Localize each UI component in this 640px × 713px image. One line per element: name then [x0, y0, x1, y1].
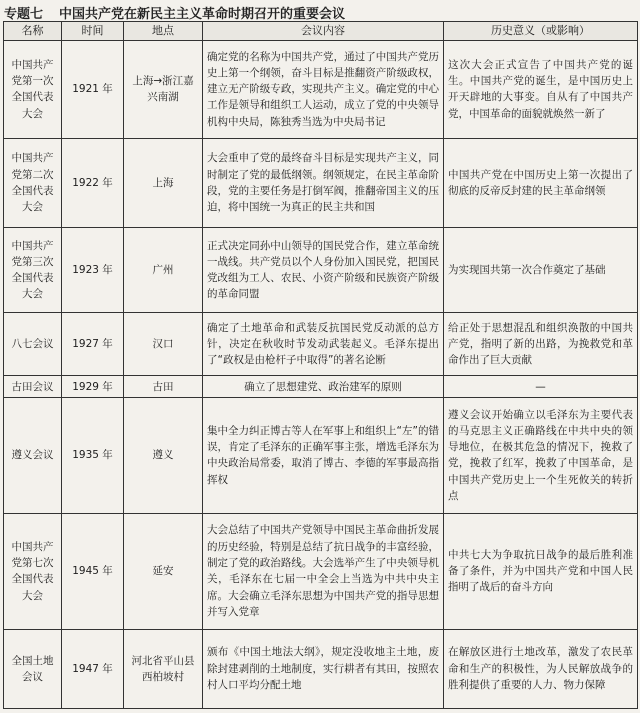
- column-header-time: 时间: [62, 22, 124, 41]
- column-header-meaning: 历史意义（或影响）: [444, 22, 638, 41]
- meeting-place: 上海→浙江嘉兴南湖: [124, 41, 203, 139]
- meeting-time: 1922 年: [62, 138, 124, 227]
- meetings-table: [3, 21, 638, 709]
- meeting-meaning: —: [444, 376, 638, 398]
- meeting-time: 1935 年: [62, 397, 124, 513]
- meeting-time: 1945 年: [62, 513, 124, 629]
- meeting-time: 1947 年: [62, 629, 124, 708]
- column-header-name: 名称: [4, 22, 62, 41]
- meeting-time: 1921 年: [62, 41, 124, 139]
- table-row: [4, 397, 638, 513]
- meeting-place: 遵义: [124, 397, 203, 513]
- meeting-meaning: 中共七大为争取抗日战争的最后胜利准备了条件，并为中国共产党和中国人民指明了战后的奋斗方向: [444, 513, 638, 629]
- meeting-name: 遵义会议: [4, 397, 62, 513]
- meeting-name: 古田会议: [4, 376, 62, 398]
- meeting-time: 1923 年: [62, 227, 124, 312]
- meeting-meaning: 遵义会议开始确立以毛泽东为主要代表的马克思主义正确路线在中共中央的领导地位，在极其危急的情况下，挽救了党，挽救了红军，挽救了中国革命，是中国共产党历史上一个生死攸关的转折点: [444, 397, 638, 513]
- meeting-content: 大会重申了党的最终奋斗目标是实现共产主义，同时制定了党的最低纲领。纲领规定，在民主革命阶段，党的主要任务是打倒军阀，推翻帝国主义的压迫，将中国统一为真正的民主共和国: [203, 138, 444, 227]
- meeting-meaning: 中国共产党在中国历史上第一次提出了彻底的反帝反封建的民主革命纲领: [444, 138, 638, 227]
- meeting-content: 确定了土地革命和武装反抗国民党反动派的总方针，决定在秋收时节发动武装起义。毛泽东提出了“政权是由枪杆子中取得”的著名论断: [203, 313, 444, 376]
- meeting-place: 延安: [124, 513, 203, 629]
- meeting-content: 集中全力纠正博古等人在军事上和组织上“左”的错误，肯定了毛泽东的正确军事主张，增选毛泽东为中央政治局常委，取消了博古、李德的军事最高指挥权: [203, 397, 444, 513]
- meeting-content: 颁布《中国土地法大纲》，规定没收地主土地，废除封建剥削的土地制度，实行耕者有其田，按照农村人口平均分配土地: [203, 629, 444, 708]
- table-row: [4, 513, 638, 629]
- meeting-name: 中国共产党第一次全国代表大会: [4, 41, 62, 139]
- section-header: [4, 2, 345, 22]
- meeting-meaning: 给正处于思想混乱和组织涣散的中国共产党，指明了新的出路，为挽救党和革命作出了巨大贡献: [444, 313, 638, 376]
- meeting-place: 汉口: [124, 313, 203, 376]
- table-row: [4, 629, 638, 708]
- meeting-meaning: 在解放区进行土地改革，激发了农民革命和生产的积极性，为人民解放战争的胜利提供了重要的人力、物力保障: [444, 629, 638, 708]
- meeting-name: 中国共产党第七次全国代表大会: [4, 513, 62, 629]
- meeting-meaning: 为实现国共第一次合作奠定了基础: [444, 227, 638, 312]
- meeting-content: 确立了思想建党、政治建军的原则: [203, 376, 444, 398]
- table-row: [4, 227, 638, 312]
- meeting-meaning: 这次大会正式宣告了中国共产党的诞生。中国共产党的诞生，是中国历史上开天辟地的大事变。自从有了中国共产党，中国革命的面貌就焕然一新了: [444, 41, 638, 139]
- meeting-name: 中国共产党第二次全国代表大会: [4, 138, 62, 227]
- meeting-place: 上海: [124, 138, 203, 227]
- meeting-name: 八七会议: [4, 313, 62, 376]
- meeting-place: 河北省平山县西柏坡村: [124, 629, 203, 708]
- page-title: 中国共产党在新民主主义革命时期召开的重要会议: [59, 6, 346, 22]
- column-header-place: 地点: [124, 22, 203, 41]
- topic-label: 专题七: [4, 6, 44, 22]
- table-row: [4, 41, 638, 139]
- table-row: [4, 138, 638, 227]
- table-header-row: [4, 22, 638, 41]
- meeting-content: 确定党的名称为中国共产党，通过了中国共产党历史上第一个纲领，奋斗目标是推翻资产阶级政权，建立无产阶级专政，实现共产主义。确定党的中心工作是领导和组织工人运动，成立了党的中央领导机构中央局，陈独秀当选为中央局书记: [203, 41, 444, 139]
- table-row: [4, 376, 638, 398]
- meeting-name: 中国共产党第三次全国代表大会: [4, 227, 62, 312]
- column-header-content: 会议内容: [203, 22, 444, 41]
- meeting-content: 大会总结了中国共产党领导中国民主革命曲折发展的历史经验，特别是总结了抗日战争的丰富经验，制定了党的政治路线。大会选举产生了中央领导机关，毛泽东在七届一中全会上当选为中共中央主席。大会确立毛泽东思想为中国共产党的指导思想并写入党章: [203, 513, 444, 629]
- meeting-time: 1929 年: [62, 376, 124, 398]
- meeting-content: 正式决定同孙中山领导的国民党合作，建立革命统一战线。共产党员以个人身份加入国民党，把国民党改组为工人、农民、小资产阶级和民族资产阶级的革命同盟: [203, 227, 444, 312]
- table-row: [4, 313, 638, 376]
- meeting-time: 1927 年: [62, 313, 124, 376]
- meeting-place: 广州: [124, 227, 203, 312]
- meeting-place: 古田: [124, 376, 203, 398]
- meeting-name: 全国土地会议: [4, 629, 62, 708]
